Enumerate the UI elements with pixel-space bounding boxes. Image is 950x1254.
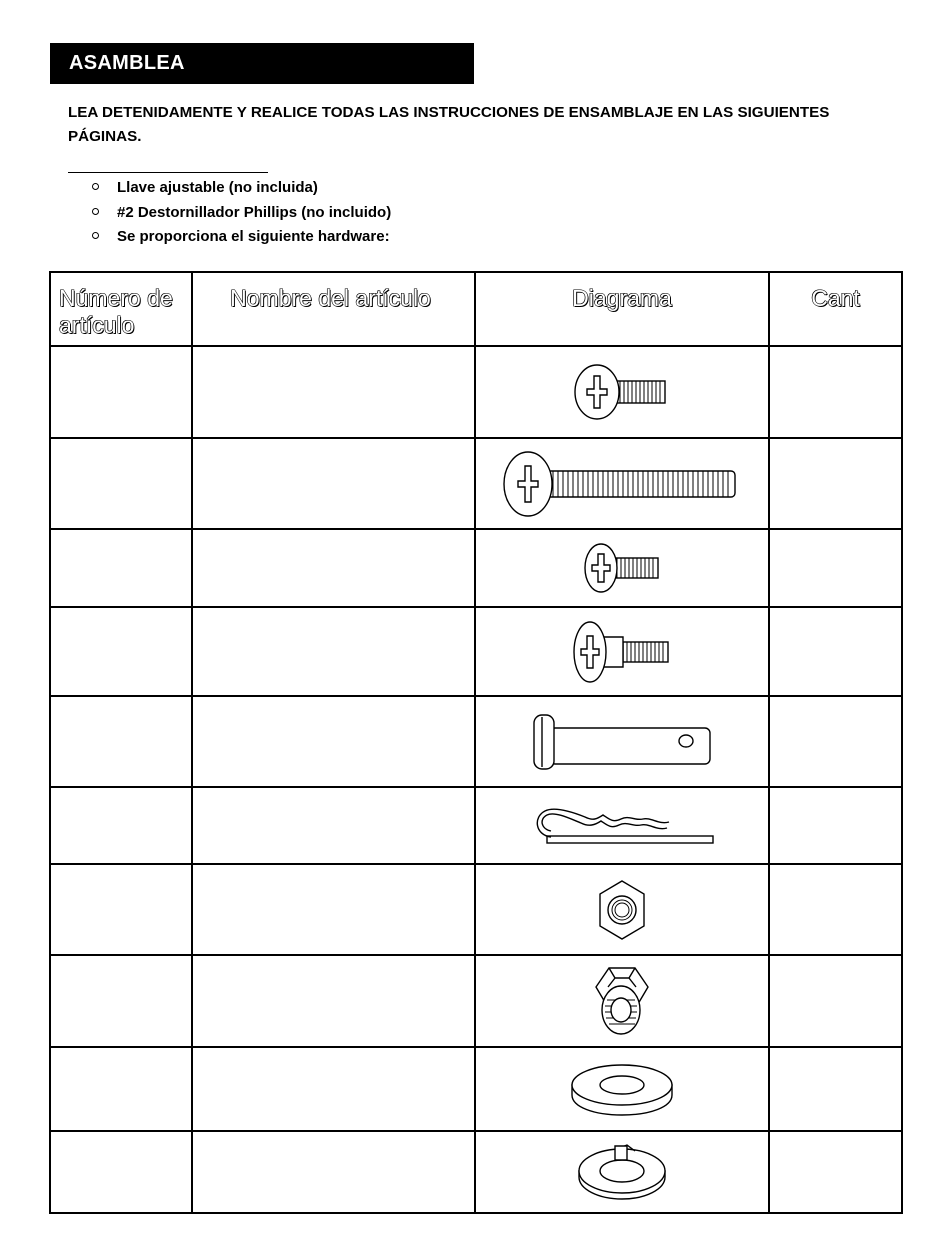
table-row <box>50 529 902 607</box>
table-row <box>50 438 902 529</box>
diagram-cell <box>475 1047 769 1131</box>
item-number-cell <box>50 787 192 864</box>
intro-instructions: LEA DETENIDAMENTE Y REALICE TODAS LAS INSTRUCCIONES DE ENSAMBLAJE EN LAS SIGUIENTES PÁGINAS. <box>68 104 830 145</box>
hex-nut-icon <box>597 879 647 941</box>
short-phillips-bolt-icon <box>572 362 672 422</box>
qty-cell <box>769 438 902 529</box>
diagram-cell <box>475 346 769 438</box>
column-header-diagram: Diagrama <box>475 272 769 346</box>
diagram-cell <box>475 607 769 696</box>
diagram-cell <box>475 438 769 529</box>
item-name-cell <box>192 787 475 864</box>
diagram-cell <box>475 955 769 1047</box>
list-item <box>92 177 391 202</box>
item-number-cell <box>50 1047 192 1131</box>
table-row <box>50 1047 902 1131</box>
item-number-cell <box>50 607 192 696</box>
item-number-cell <box>50 438 192 529</box>
table-row <box>50 607 902 696</box>
item-number-cell <box>50 864 192 955</box>
item-name-cell <box>192 864 475 955</box>
table-row <box>50 955 902 1047</box>
tool-label: Llave ajustable (no incluida) <box>117 179 318 196</box>
table-header-row <box>50 272 902 346</box>
table-row <box>50 1131 902 1213</box>
long-phillips-bolt-icon <box>503 450 741 518</box>
item-number-cell <box>50 696 192 787</box>
item-number-cell <box>50 955 192 1047</box>
qty-cell <box>769 1131 902 1213</box>
bullet-icon <box>92 232 99 239</box>
diagram-cell <box>475 787 769 864</box>
section-banner <box>50 43 474 84</box>
lock-nut-icon <box>593 965 651 1037</box>
list-item <box>92 226 391 251</box>
column-header-qty: Cant <box>769 272 902 346</box>
item-number-cell <box>50 1131 192 1213</box>
tool-label: Se proporciona el siguiente hardware: <box>117 228 390 245</box>
split-lock-washer-icon <box>577 1141 667 1203</box>
qty-cell <box>769 607 902 696</box>
qty-cell <box>769 696 902 787</box>
item-name-cell <box>192 1047 475 1131</box>
item-name-cell <box>192 346 475 438</box>
item-number-cell <box>50 529 192 607</box>
qty-cell <box>769 529 902 607</box>
qty-cell <box>769 864 902 955</box>
tools-list <box>92 177 391 251</box>
column-header-item-name: Nombre del artículo <box>192 272 475 346</box>
item-name-cell <box>192 607 475 696</box>
bullet-icon <box>92 183 99 190</box>
diagram-cell <box>475 864 769 955</box>
table-row <box>50 696 902 787</box>
item-name-cell <box>192 529 475 607</box>
section-title: ASAMBLEA <box>69 52 185 74</box>
tools-heading-rule <box>68 172 268 173</box>
shoulder-phillips-bolt-icon <box>573 620 671 684</box>
item-name-cell <box>192 955 475 1047</box>
hitch-pin-clip-icon <box>527 803 717 849</box>
hardware-table <box>49 271 903 1214</box>
diagram-cell <box>475 1131 769 1213</box>
list-item <box>92 202 391 227</box>
item-name-cell <box>192 696 475 787</box>
tool-label: #2 Destornillador Phillips (no incluido) <box>117 203 392 221</box>
qty-cell <box>769 1047 902 1131</box>
diagram-cell <box>475 696 769 787</box>
table-row <box>50 346 902 438</box>
item-name-cell <box>192 1131 475 1213</box>
qty-cell <box>769 787 902 864</box>
qty-cell <box>769 955 902 1047</box>
table-row <box>50 787 902 864</box>
bullet-icon <box>92 208 99 215</box>
qty-cell <box>769 346 902 438</box>
diagram-cell <box>475 529 769 607</box>
small-phillips-bolt-icon <box>583 542 661 594</box>
flat-washer-icon <box>570 1061 674 1117</box>
table-row <box>50 864 902 955</box>
item-number-cell <box>50 346 192 438</box>
column-header-item-number: Número de artículo <box>50 272 192 346</box>
clevis-pin-icon <box>530 711 714 773</box>
item-name-cell <box>192 438 475 529</box>
